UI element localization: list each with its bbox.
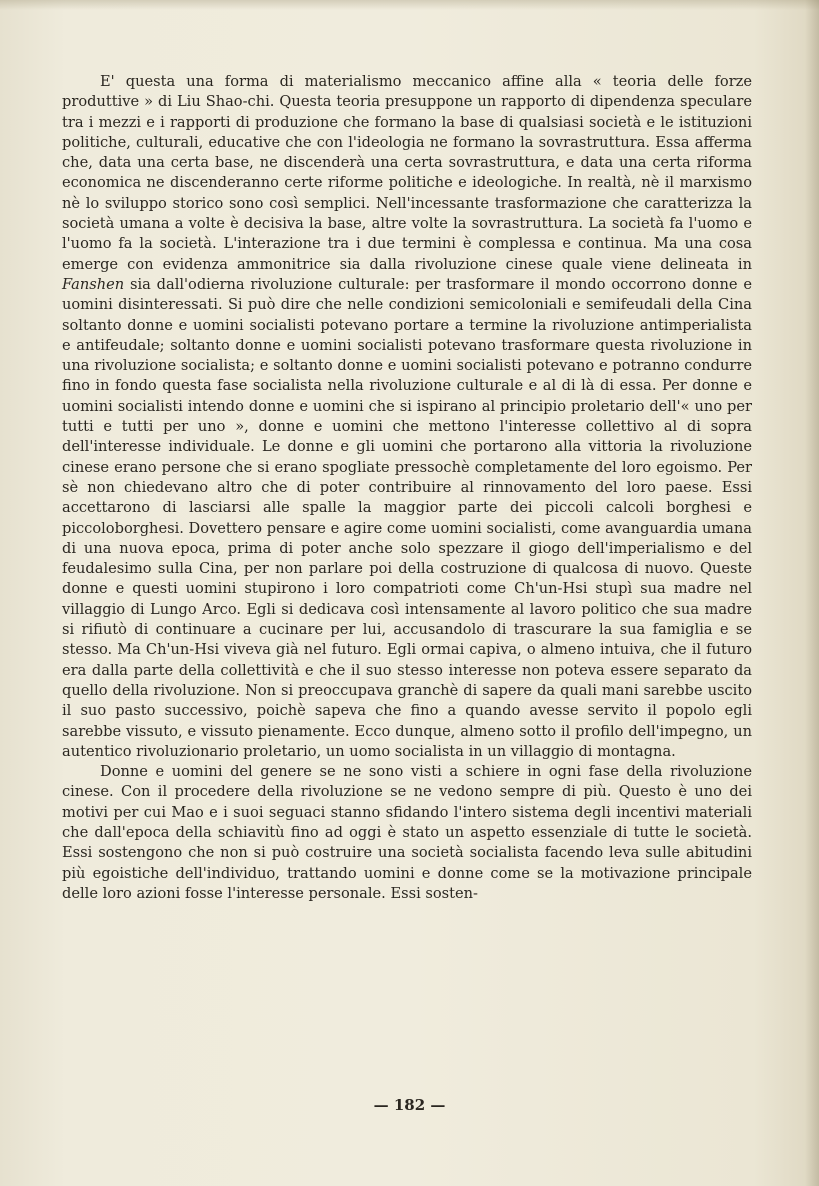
paragraph-1-text-a: E' questa una forma di materialismo meccanico affine alla « teoria delle forze produttive » di Liu Shao-chi. Questa teoria presuppone un rapporto di dipendenza speculare tra i mezzi e i rapporti di produzione che formano la base di qualsiasi società e le istituzioni politiche, culturali, educative che con l'ideologia ne formano la sovrastruttura. Essa afferma che, data una certa base, ne discenderà una certa sovrastruttura, e data una certa riforma economica ne discenderanno certe riforme politiche e ideologiche. In realtà, nè il marxismo nè lo sviluppo storico sono così semplici. Nell'incessante trasformazione che caratterizza la società umana a volte è decisiva la base, altre volte la sovrastruttura. La società fa l'uomo e l'uomo fa la società. L'interazione tra i due termini è complessa e continua. Ma una cosa emerge con evidenza ammonitrice sia dalla rivoluzione cinese quale viene delineata in — [62, 73, 752, 273]
right-edge-shadow — [805, 0, 819, 1186]
paragraph-1-text-b: sia dall'odierna rivoluzione culturale: per trasformare il mondo occorrono donne e uomini disinteressati. Si può dire che nelle condizioni semicoloniali e semifeudali della Cina soltanto donne e uomini socialisti potevano portare a termine la rivoluzione antimperialista e antifeudale; soltanto donne e uomini socialisti potevano trasformare questa rivoluzione in una rivoluzione socialista; e soltanto donne e uomini socialisti potevano e potranno condurre fino in fondo questa fase socialista nella rivoluzione culturale e al di là di essa. Per donne e uomini socialisti intendo donne e uomini che si ispirano al principio proletario dell'« uno per tutti e tutti per uno », donne e uomini che mettono l'interesse collettivo al di sopra dell'interesse individuale. Le donne e gli uomini che portarono alla vittoria la rivoluzione cinese erano persone che si erano spogliate pressochè completamente del loro egoismo. Per sè non chiedevano altro che di poter contribuire al rinnovamento del loro paese. Essi accettarono di lasciarsi alle spalle la maggior parte dei piccoli calcoli borghesi e piccoloborghesi. Dovettero pensare e agire come uomini socialisti, come avanguardia umana di una nuova epoca, prima di poter anche solo spezzare il giogo dell'imperialismo e del feudalesimo sulla Cina, per non parlare poi della costruzione di qualcosa di nuovo. Queste donne e questi uomini stupirono i loro compatrioti come Ch'un-Hsi stupì sua madre nel villaggio di Lungo Arco. Egli si dedicava così intensamente al lavoro politico che sua madre si rifiutò di continuare a cucinare per lui, accusandolo di trascurare la sua famiglia e se stesso. Ma Ch'un-Hsi viveva già nel futuro. Egli ormai capiva, o almeno intuiva, che il futuro era dalla parte della collettività e che il suo stesso interesse non poteva essere separato da quello della rivoluzione. Non si preoccupava granchè di sapere da quali mani sarebbe uscito il suo pasto successivo, poichè sapeva che fino a quando avesse servito il popolo egli sarebbe vissuto, e vissuto pienamente. Ecco dunque, almeno sotto il profilo dell'impegno, un autentico rivoluzionario proletario, un uomo socialista in un villaggio di montagna. — [62, 275, 752, 760]
top-edge-shadow — [0, 0, 819, 10]
body-text — [62, 72, 752, 904]
page-number: — 182 — — [373, 1096, 446, 1114]
paragraph-1 — [62, 72, 752, 762]
paragraph-2: Donne e uomini del genere se ne sono visti a schiere in ogni fase della rivoluzione cinese. Con il procedere della rivoluzione se ne vedono sempre di più. Questo è uno dei motivi per cui Mao e i suoi seguaci stanno sfidando l'intero sistema degli incentivi materiali che dall'epoca della schiavitù fino ad oggi è stato un aspetto essenziale di tutte le società. Essi sostengono che non si può costruire una società socialista facendo leva sulle abitudini più egoistiche dell'individuo, trattando uomini e donne come se la motivazione principale delle loro azioni fosse l'interesse personale. Essi sosten- — [62, 763, 752, 902]
book-title-fanshen: Fanshen — [62, 275, 125, 293]
